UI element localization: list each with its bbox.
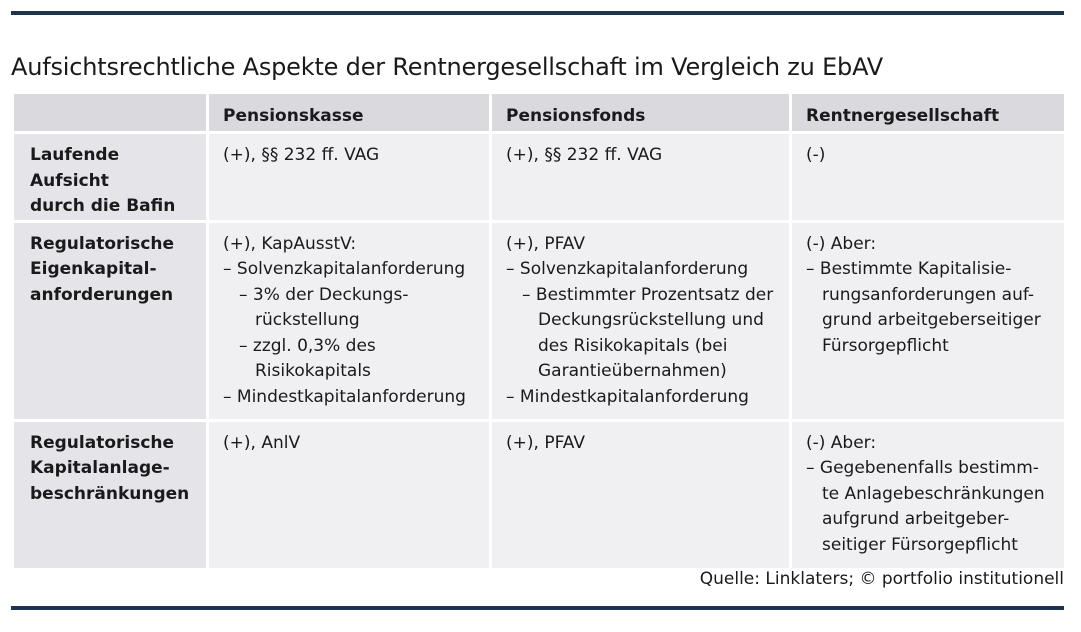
- list-item: – Gegebenenfalls bestimm- te Anlagebeschränkungen aufgrund arbeitgeber- seitiger Fürsorgepflicht: [806, 458, 1045, 555]
- cell-pensionskasse-eigenkapital: [208, 221, 491, 420]
- table-row: [13, 420, 1066, 569]
- cell-text: (+), §§ 232 ff. VAG: [506, 145, 663, 165]
- row-label-line: Eigenkapital-: [30, 259, 157, 279]
- list-item: – Solvenzkapitalanforderung: [506, 259, 749, 279]
- cell-text: (-): [806, 145, 826, 165]
- list-item: – Mindestkapitalanforderung: [506, 386, 749, 407]
- row-label-kapitalanlage: [13, 420, 208, 569]
- row-label-line: anforderungen: [30, 284, 174, 305]
- table-row: [13, 133, 1066, 222]
- header-rentnergesellschaft: Rentnergesellschaft: [791, 93, 1066, 133]
- header-pensionsfonds: Pensionsfonds: [491, 93, 791, 133]
- cell-pensionsfonds-aufsicht: [491, 133, 791, 222]
- cell-rentnergesellschaft-aufsicht: [791, 133, 1066, 222]
- cell-pensionsfonds-kapitalanlage: [491, 420, 791, 569]
- header-empty-cell: [13, 93, 208, 133]
- cell-text: (+), PFAV: [506, 432, 585, 453]
- row-label-eigenkapital: [13, 221, 208, 420]
- row-label-line: Regulatorische: [30, 432, 175, 453]
- cell-pensionskasse-kapitalanlage: [208, 420, 491, 569]
- cell-head: (+), KapAusstV:: [223, 233, 357, 254]
- source-caption: Quelle: Linklaters; © portfolio institutionell: [699, 569, 1064, 589]
- row-label-laufende-aufsicht: [13, 133, 208, 222]
- table-header-row: [13, 93, 1066, 133]
- row-label-line: beschränkungen: [30, 483, 190, 504]
- cell-rentnergesellschaft-kapitalanlage: [791, 420, 1066, 569]
- page-title: Aufsichtsrechtliche Aspekte der Rentnergesellschaft im Vergleich zu EbAV: [11, 53, 883, 82]
- list-item: – Mindestkapitalanforderung: [223, 386, 466, 407]
- row-label-line: Regulatorische: [30, 233, 175, 254]
- row-label-line: durch die Bafin: [30, 196, 176, 216]
- list-item: – Bestimmte Kapitalisie- rungsanforderungen auf- grund arbeitgeberseitiger Fürsorgepflicht: [806, 259, 1041, 356]
- row-label-line: Kapitalanlage-: [30, 458, 170, 478]
- header-pensionskasse: Pensionskasse: [208, 93, 491, 133]
- row-label-line: Laufende Aufsicht: [30, 145, 120, 191]
- list-item: – Solvenzkapitalanforderung: [223, 259, 466, 279]
- table-row: [13, 221, 1066, 420]
- cell-head: (-) Aber:: [806, 432, 877, 453]
- list-item: – zzgl. 0,3% des Risikokapitals: [239, 335, 376, 381]
- cell-rentnergesellschaft-eigenkapital: [791, 221, 1066, 420]
- comparison-table: [11, 91, 1067, 571]
- bottom-rule: [11, 606, 1064, 610]
- cell-pensionskasse-aufsicht: [208, 133, 491, 222]
- cell-head: (-) Aber:: [806, 233, 877, 254]
- cell-text: (+), AnlV: [223, 432, 301, 453]
- list-item: – 3% der Deckungs- rückstellung: [239, 284, 409, 330]
- list-item: – Bestimmter Prozentsatz der Deckungsrückstellung und des Risikokapitals (bei Garantieübernahmen): [522, 284, 774, 381]
- cell-text: (+), §§ 232 ff. VAG: [223, 145, 380, 165]
- cell-head: (+), PFAV: [506, 233, 585, 254]
- cell-pensionsfonds-eigenkapital: [491, 221, 791, 420]
- top-rule: [11, 11, 1064, 15]
